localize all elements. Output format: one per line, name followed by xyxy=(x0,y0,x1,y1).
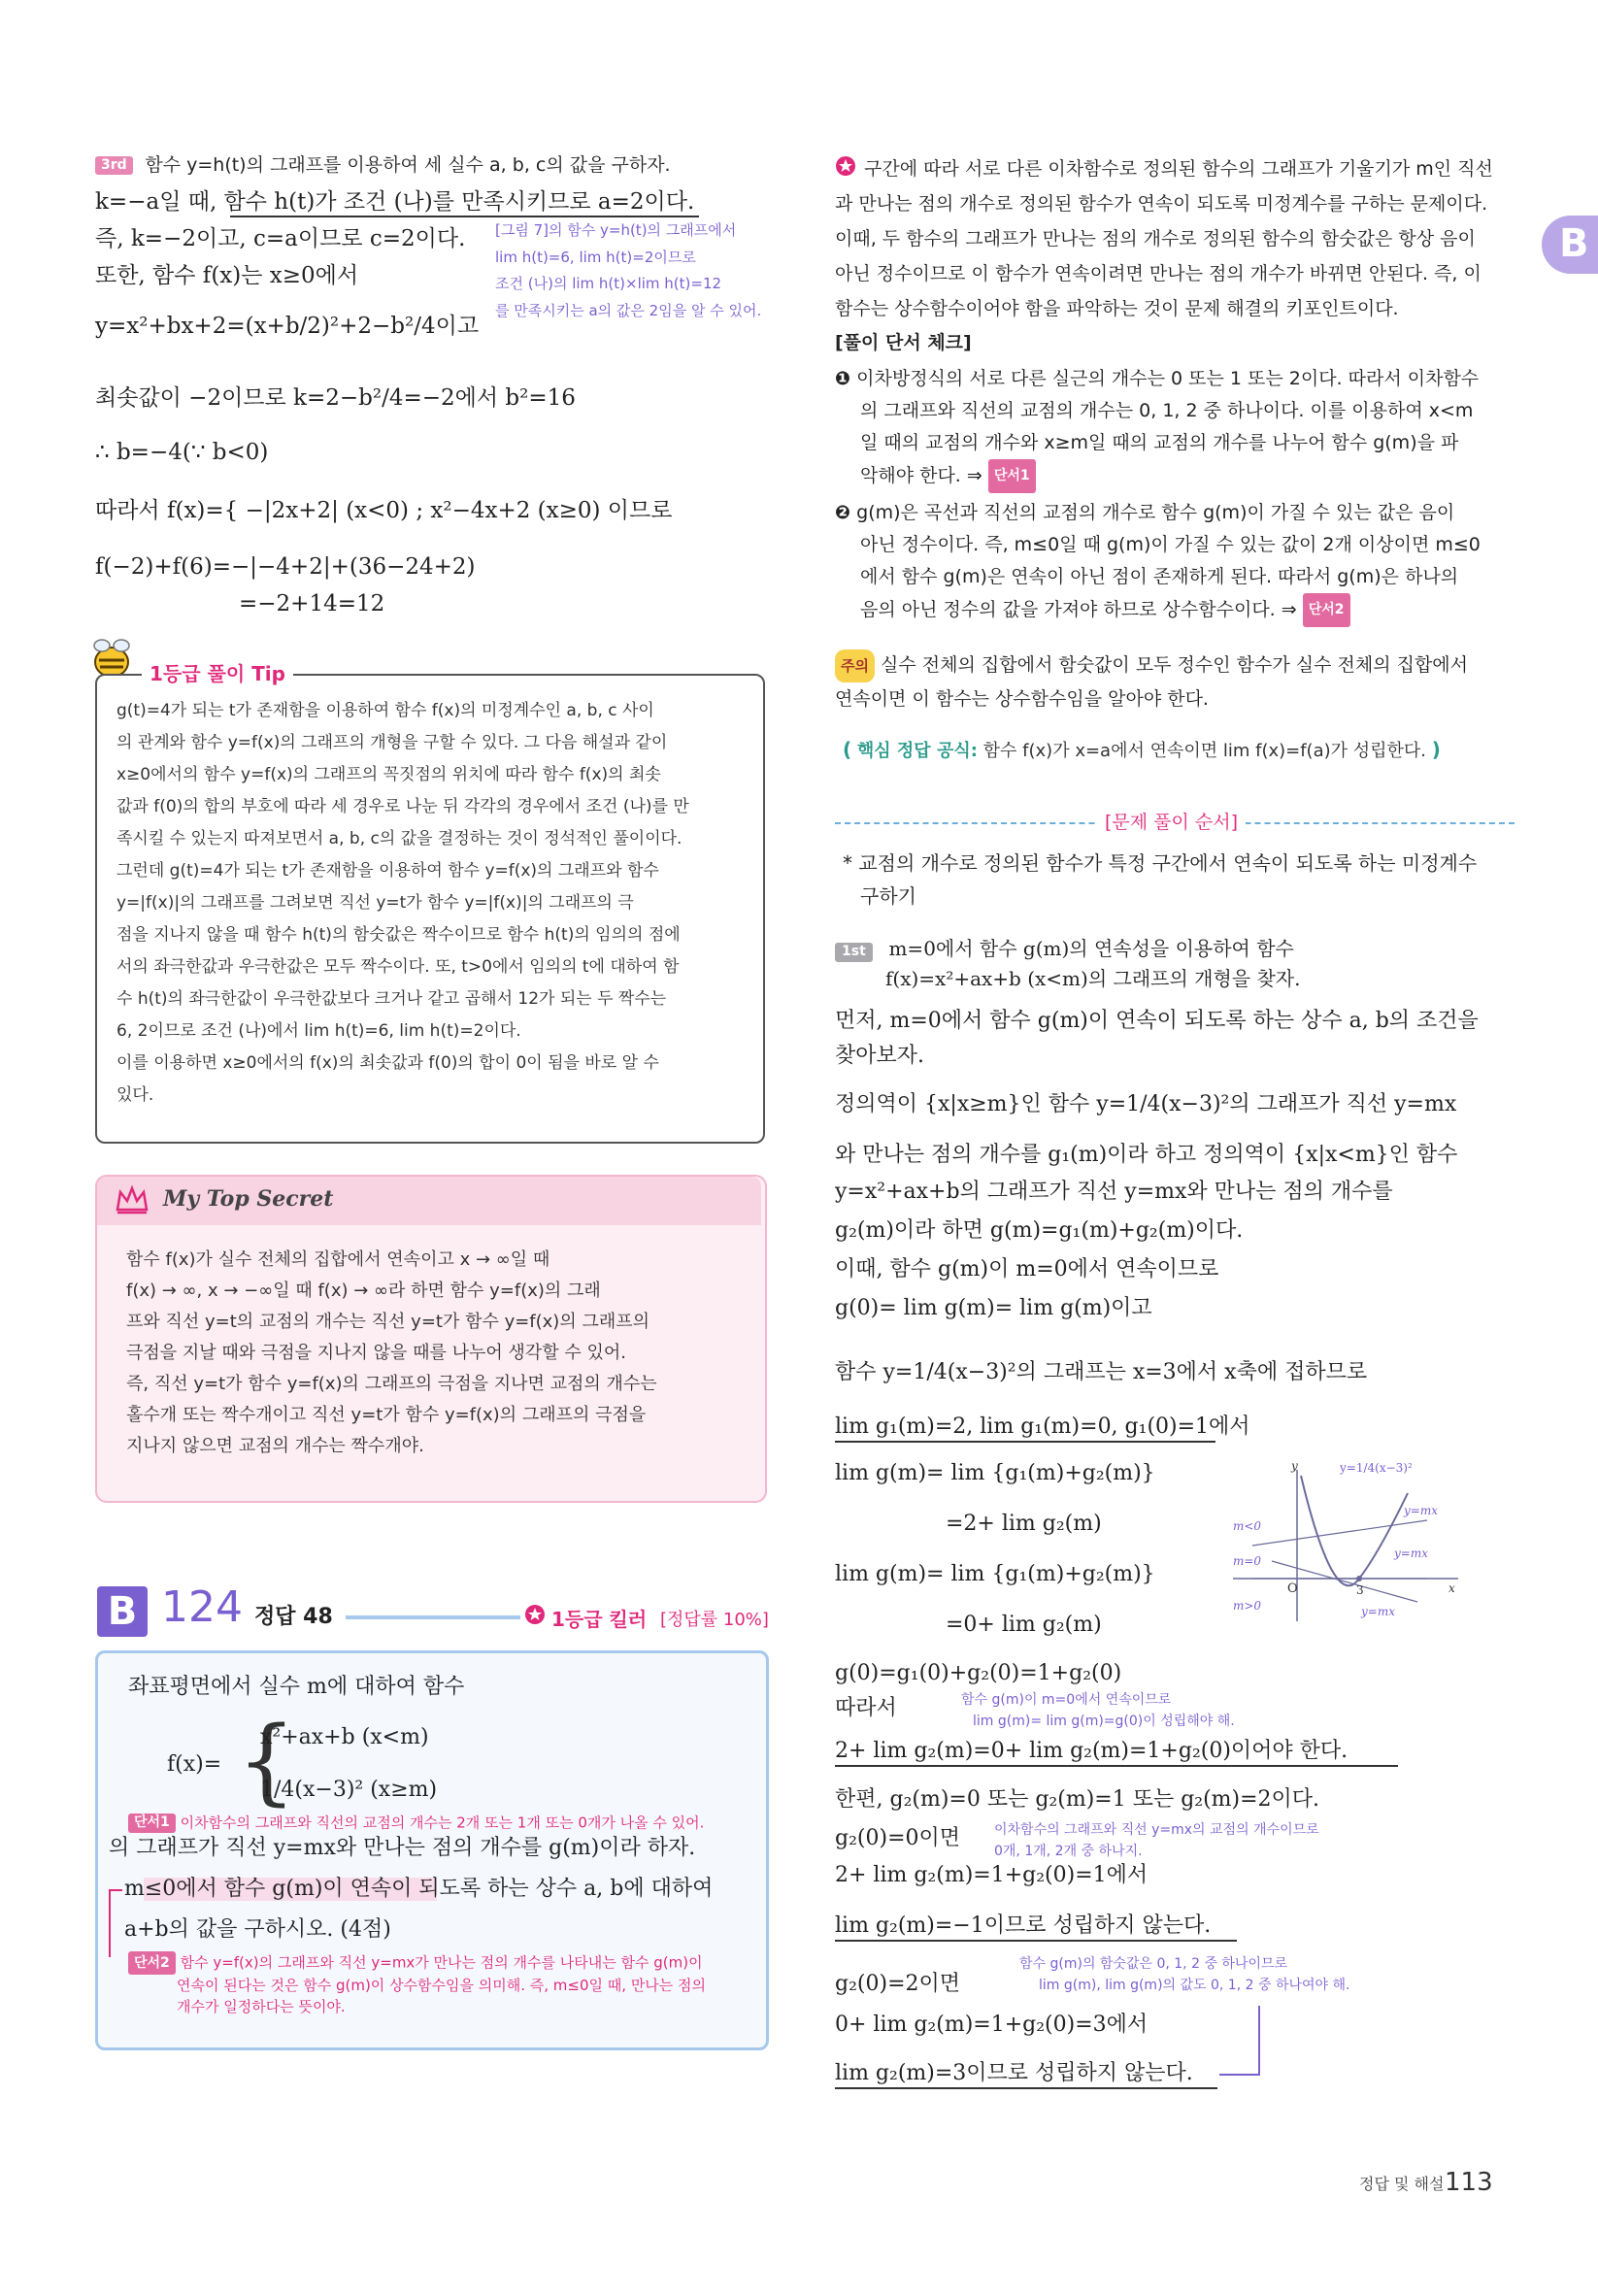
note-g2 xyxy=(994,1819,1319,1862)
solution-line: ∴ b=−4(∵ b<0) xyxy=(95,440,269,465)
y-axis-label: y xyxy=(1291,1459,1298,1473)
note-line: lim g(m)= lim g(m)=g(0)이 성립해야 해. xyxy=(973,1714,1235,1729)
body-line: lim g(m)= lim {g₁(m)+g₂(m)} xyxy=(835,1562,1155,1586)
order-line: 구하기 xyxy=(860,884,916,908)
check-item-1 xyxy=(835,363,1479,493)
tip-line: 족시킬 수 있는지 따져보면서 a, b, c의 값을 결정하는 것이 정석적인 풀이이다. xyxy=(117,829,682,849)
graph-svg xyxy=(1233,1456,1466,1621)
bracket-line xyxy=(1219,2006,1260,2076)
body-line: 찾아보자. xyxy=(835,1044,925,1068)
note-line: 함수 g(m)의 함숫값은 0, 1, 2 중 하나이므로 xyxy=(1019,1956,1288,1972)
underline xyxy=(835,1940,1237,1942)
tip-body xyxy=(117,695,748,1112)
curve-label: y=1/4(x−3)² xyxy=(1340,1461,1413,1475)
origin-label: O xyxy=(1287,1581,1298,1596)
secret-title: My Top Secret xyxy=(163,1186,334,1212)
side-note-line: lim h(t)=6, lim h(t)=2이므로 xyxy=(495,248,696,266)
intro-line: 아닌 정수이므로 이 함수가 연속이려면 만나는 점의 개수가 바뀌면 안된다. 즉, 이 xyxy=(835,263,1481,284)
secret-line: f(x) → ∞, x → −∞일 때 f(x) → ∞라 하면 함수 y=f(x)의 그래 xyxy=(126,1281,601,1301)
problem-line: m≤0에서 함수 g(m)이 연속이 되도록 하는 상수 a, b에 대하여 xyxy=(124,1877,714,1901)
solution-line: 또한, 함수 f(x)는 x≥0에서 xyxy=(95,263,359,288)
solution-line: 최솟값이 −2이므로 k=2−b²/4=−2에서 b²=16 xyxy=(95,385,576,411)
tick-3-label: 3 xyxy=(1356,1583,1364,1597)
check2-line: 음의 아닌 정수의 값을 가져야 하므로 상수함수이다. ⇒ xyxy=(860,599,1297,620)
check2-line: 에서 함수 g(m)은 연속이 아닌 점이 존재하게 된다. 따라서 g(m)은 하나의 xyxy=(860,566,1459,587)
body-line: 와 만나는 점의 개수를 g₁(m)이라 하고 정의역이 {x|x<m}인 함수 xyxy=(835,1143,1458,1167)
warning-line: 실수 전체의 집합에서 함숫값이 모두 정수인 함수가 실수 전체의 집합에서 xyxy=(881,654,1469,676)
tip-line: g(t)=4가 되는 t가 존재함을 이용하여 함수 f(x)의 미정계수인 a, b, c 사이 xyxy=(117,701,654,720)
body-line: 정의역이 {x|x≥m}인 함수 y=1/4(x−3)²의 그래프가 직선 y=mx xyxy=(835,1092,1457,1116)
order-title: [문제 풀이 순서] xyxy=(1097,808,1246,834)
tip-line: 그런데 g(t)=4가 되는 t가 존재함을 이용하여 함수 y=f(x)의 그래프와 함수 xyxy=(117,861,659,881)
body-line: g₂(0)=0이면 xyxy=(835,1826,961,1850)
intro-paragraph xyxy=(835,151,1493,326)
clue2-tag: 단서2 xyxy=(1303,593,1350,627)
body-line: g₂(m)이라 하면 g(m)=g₁(m)+g₂(m)이다. xyxy=(835,1218,1244,1243)
body-line: g(0)= lim g(m)= lim g(m)이고 xyxy=(835,1296,1152,1320)
killer-badge: 1등급 킬러 xyxy=(551,1608,648,1631)
note-line: lim g(m), lim g(m)의 값도 0, 1, 2 중 하나여야 해. xyxy=(1039,1978,1350,1993)
body-line: 한편, g₂(m)=0 또는 g₂(m)=1 또는 g₂(m)=2이다. xyxy=(835,1787,1320,1812)
secret-line: 극점을 지날 때와 극점을 지나지 않을 때를 나누어 생각할 수 있어. xyxy=(126,1343,627,1363)
secret-body xyxy=(126,1245,748,1462)
note-line: 함수 g(m)이 m=0에서 연속이므로 xyxy=(961,1692,1172,1708)
hint-arrow xyxy=(109,1889,122,1957)
core-formula: ( 핵심 정답 공식: 함수 f(x)가 x=a에서 연속이면 lim f(x)=f(a)가 성립한다. ) xyxy=(843,738,1441,761)
warning-tag: 주의 xyxy=(835,649,875,682)
body-line: 함수 y=1/4(x−3)²의 그래프는 x=3에서 x축에 접하므로 xyxy=(835,1360,1368,1384)
tip-line: 서의 좌극한값과 우극한값은 모두 짝수이다. 또, t>0에서 임의의 t에 대하여 함 xyxy=(117,957,680,977)
problem-answer: 정답 48 xyxy=(254,1605,333,1629)
problem-case2: 1/4(x−3)² (x≥m) xyxy=(260,1778,438,1802)
note-continuity xyxy=(961,1689,1235,1732)
hint1-text: 이차함수의 그래프와 직선의 교점의 개수는 2개 또는 1개 또는 0개가 나올 수 있어. xyxy=(180,1814,705,1832)
step3-title: 함수 y=h(t)의 그래프를 이용하여 세 실수 a, b, c의 값을 구하자. xyxy=(145,154,671,176)
page-number: 113 xyxy=(1445,2168,1493,2197)
body-line: y=x²+ax+b의 그래프가 직선 y=mx와 만나는 점의 개수를 xyxy=(835,1180,1393,1204)
clue1-tag: 단서1 xyxy=(988,459,1036,493)
note-line: 이차함수의 그래프와 직선 y=mx의 교점의 개수이므로 xyxy=(994,1822,1319,1838)
problem-line: 의 그래프가 직선 y=mx와 만나는 점의 개수를 g(m)이라 하자. xyxy=(109,1836,696,1860)
intersection-graph xyxy=(1233,1456,1466,1621)
hint2 xyxy=(128,1951,706,2017)
number-1-icon: ❶ xyxy=(835,368,851,389)
body-line: 따라서 xyxy=(835,1696,897,1720)
x-axis-label: x xyxy=(1448,1581,1455,1595)
intro-line: 함수는 상수함수이어야 함을 파악하는 것이 문제 해결의 키포인트이다. xyxy=(835,298,1399,319)
section-tab-letter: B xyxy=(1559,221,1589,266)
side-note-line: [그림 7]의 함수 y=h(t)의 그래프에서 xyxy=(495,221,737,239)
m-negative-label: m<0 xyxy=(1233,1519,1262,1533)
check1-line: 악해야 한다. ⇒ xyxy=(860,465,982,486)
step1-header xyxy=(835,936,1294,962)
problem-number: 124 xyxy=(161,1582,243,1632)
tip-line: 수 h(t)의 좌극한값이 우극한값보다 크거나 같고 곱해서 12가 되는 두 짝수는 xyxy=(117,989,667,1009)
body-line: g(0)=g₁(0)+g₂(0)=1+g₂(0) xyxy=(835,1661,1122,1685)
hint2-line: 함수 y=f(x)의 그래프와 직선 y=mx가 만나는 점의 개수를 나타내는 함수 g(m)이 xyxy=(180,1953,703,1972)
note-line: 0개, 1개, 2개 중 하나지. xyxy=(994,1844,1143,1859)
tip-line: x≥0에서의 함수 y=f(x)의 그래프의 꼭짓점의 위치에 따라 함수 f(x)의 최솟 xyxy=(117,765,661,784)
problem-line: a+b의 값을 구하시오. (4점) xyxy=(124,1917,391,1942)
problem-case1: x²+ax+b (x<m) xyxy=(260,1725,429,1749)
line-label: y=mx xyxy=(1404,1504,1438,1517)
line-label: y=mx xyxy=(1394,1547,1428,1560)
hint1 xyxy=(128,1814,704,1833)
body-line: 0+ lim g₂(m)=1+g₂(0)=3에서 xyxy=(835,2013,1149,2037)
m-positive-label: m>0 xyxy=(1233,1599,1262,1613)
note-values xyxy=(1019,1953,1349,1996)
side-note-line: 를 만족시키는 a의 값은 2임을 알 수 있어. xyxy=(495,301,762,319)
problem-func-label: f(x)= xyxy=(167,1752,222,1777)
header-rule xyxy=(346,1615,520,1619)
secret-line: 즉, 직선 y=t가 함수 y=f(x)의 그래프의 극점을 지나면 교점의 개수는 xyxy=(126,1374,657,1394)
check-item-2 xyxy=(835,497,1481,627)
underline xyxy=(230,216,699,217)
secret-line: 홀수개 또는 짝수개이고 직선 y=t가 함수 y=f(x)의 그래프의 극점을 xyxy=(126,1405,647,1425)
m-zero-label: m=0 xyxy=(1233,1554,1262,1568)
check1-line: 일 때의 교점의 개수와 x≥m일 때의 교점의 개수를 나누어 함수 g(m)을 파 xyxy=(860,432,1459,453)
tip-line: y=|f(x)|의 그래프를 그려보면 직선 y=t가 함수 y=|f(x)|의 그래프의 극 xyxy=(117,893,634,913)
solution-line: f(−2)+f(6)=−|−4+2|+(36−24+2) xyxy=(95,554,476,580)
footer-label: 정답 및 해설 xyxy=(1359,2175,1445,2193)
hint2-tag: 단서2 xyxy=(128,1951,176,1975)
side-note-line: 조건 (나)의 lim h(t)×lim h(t)=12 xyxy=(495,275,722,292)
solution-line: 즉, k=−2이고, c=a이므로 c=2이다. xyxy=(95,226,466,251)
star-icon xyxy=(524,1604,546,1630)
body-line: 먼저, m=0에서 함수 g(m)이 연속이 되도록 하는 상수 a, b의 조건을 xyxy=(835,1009,1479,1033)
tip-title: 1등급 풀이 Tip xyxy=(142,658,293,686)
step1-title: m=0에서 함수 g(m)의 연속성을 이용하여 함수 xyxy=(888,937,1294,960)
solution-line: k=−a일 때, 함수 h(t)가 조건 (나)를 만족시키므로 a=2이다. xyxy=(95,189,695,215)
hint2-line: 개수가 일정하다는 뜻이야. xyxy=(177,1998,346,2015)
check2-line: g(m)은 곡선과 직선의 교점의 개수로 함수 g(m)이 가질 수 있는 값은 음이 xyxy=(856,502,1455,523)
warning xyxy=(835,649,1468,715)
problem-letter: B xyxy=(97,1586,148,1637)
body-line: 2+ lim g₂(m)=1+g₂(0)=1에서 xyxy=(835,1863,1149,1887)
tip-line: 의 관계와 함수 y=f(x)의 그래프의 개형을 구할 수 있다. 그 다음 해설과 같이 xyxy=(117,733,668,752)
body-line: lim g(m)= lim {g₁(m)+g₂(m)} xyxy=(835,1461,1155,1485)
check2-line: 아닌 정수이다. 즉, m≤0일 때 g(m)이 가질 수 있는 값이 2개 이상이면 m≤0 xyxy=(860,534,1481,555)
secret-line: 지나지 않으면 교점의 개수는 짝수개야. xyxy=(126,1436,424,1456)
body-line: lim g₁(m)=2, lim g₁(m)=0, g₁(0)=1에서 xyxy=(835,1414,1250,1439)
check1-line: 이차방정식의 서로 다른 실근의 개수는 0 또는 1 또는 2이다. 따라서 이차함수 xyxy=(856,368,1480,389)
tip-line: 점을 지나지 않을 때 함수 h(t)의 함숫값은 짝수이므로 함수 h(t)의 임의의 점에 xyxy=(117,925,681,945)
crown-icon xyxy=(115,1184,150,1220)
body-line: 2+ lim g₂(m)=0+ lim g₂(m)=1+g₂(0)이어야 한다. xyxy=(835,1739,1348,1763)
tip-line: 이를 이용하면 x≥0에서의 f(x)의 최솟값과 f(0)의 합이 0이 됨을 바로 알 수 xyxy=(117,1053,659,1073)
body-line: =0+ lim g₂(m) xyxy=(946,1613,1102,1637)
check1-line: 의 그래프와 직선의 교점의 개수는 0, 1, 2 중 하나이다. 이를 이용하여 x<m xyxy=(860,400,1474,421)
step1-title: f(x)=x²+ax+b (x<m)의 그래프의 개형을 찾자. xyxy=(885,967,1301,990)
warning-line: 연속이면 이 함수는 상수함수임을 알아야 한다. xyxy=(835,688,1209,710)
tip-line: 값과 f(0)의 합의 부호에 따라 세 경우로 나눈 뒤 각각의 경우에서 조건 (나)를 만 xyxy=(117,797,689,816)
intro-line: 이때, 두 함수의 그래프가 만나는 점의 개수로 정의된 함수의 함숫값은 항상 음이 xyxy=(835,228,1476,250)
problem-intro: 좌표평면에서 실수 m에 대하여 함수 xyxy=(128,1675,465,1699)
body-line: lim g₂(m)=3이므로 성립하지 않는다. xyxy=(835,2061,1193,2085)
step1-tag: 1st xyxy=(835,943,873,962)
solution-line: 따라서 f(x)={ −|2x+2| (x<0) ; x²−4x+2 (x≥0) 이므로 xyxy=(95,498,673,523)
body-line: =2+ lim g₂(m) xyxy=(946,1512,1102,1536)
step3-tag: 3rd xyxy=(95,156,133,176)
hint1-tag: 단서1 xyxy=(128,1814,176,1833)
line-label: y=mx xyxy=(1361,1605,1395,1618)
number-2-icon: ❷ xyxy=(835,502,851,523)
step3-header xyxy=(95,151,671,178)
correct-rate: [정답률 10%] xyxy=(660,1610,769,1630)
secret-line: 함수 f(x)가 실수 전체의 집합에서 연속이고 x → ∞일 때 xyxy=(126,1249,550,1270)
body-line: g₂(0)=2이면 xyxy=(835,1972,961,1996)
side-note xyxy=(495,221,761,320)
underline xyxy=(835,2087,1217,2089)
tip-line: 있다. xyxy=(117,1085,154,1105)
solution-line: y=x²+bx+2=(x+b/2)²+2−b²/4이고 xyxy=(95,314,480,339)
underline xyxy=(835,1441,1215,1443)
intro-line: 구간에 따라 서로 다른 이차함수로 정의된 함수의 그래프가 기울기가 m인 직선 xyxy=(864,158,1493,180)
order-line: * 교점의 개수로 정의된 함수가 특정 구간에서 연속이 되도록 하는 미정계수 xyxy=(843,851,1478,875)
formula-text: 함수 f(x)가 x=a에서 연속이면 lim f(x)=f(a)가 성립한다. xyxy=(982,741,1427,761)
body-line: 이때, 함수 g(m)이 m=0에서 연속이므로 xyxy=(835,1257,1219,1281)
section-tab xyxy=(1542,216,1598,274)
tip-line: 6, 2이므로 조건 (나)에서 lim h(t)=6, lim h(t)=2이다. xyxy=(117,1021,521,1041)
underline xyxy=(835,1765,1398,1767)
formula-label: 핵심 정답 공식: xyxy=(856,741,978,761)
secret-line: 프와 직선 y=t의 교점의 개수는 직선 y=t가 함수 y=f(x)의 그래프의 xyxy=(126,1312,649,1332)
body-line: lim g₂(m)=−1이므로 성립하지 않는다. xyxy=(835,1913,1212,1938)
brace: { xyxy=(237,1707,297,1815)
hint2-line: 연속이 된다는 것은 함수 g(m)이 상수함수임을 의미해. 즉, m≤0일 때, 만나는 점의 xyxy=(177,1977,707,1994)
check-title: [풀이 단서 체크] xyxy=(835,332,972,353)
solution-line: =−2+14=12 xyxy=(239,591,385,616)
intro-line: 과 만나는 점의 개수로 정의된 함수가 연속이 되도록 미정계수를 구하는 문제이다. xyxy=(835,193,1488,215)
order-item xyxy=(843,847,1477,913)
